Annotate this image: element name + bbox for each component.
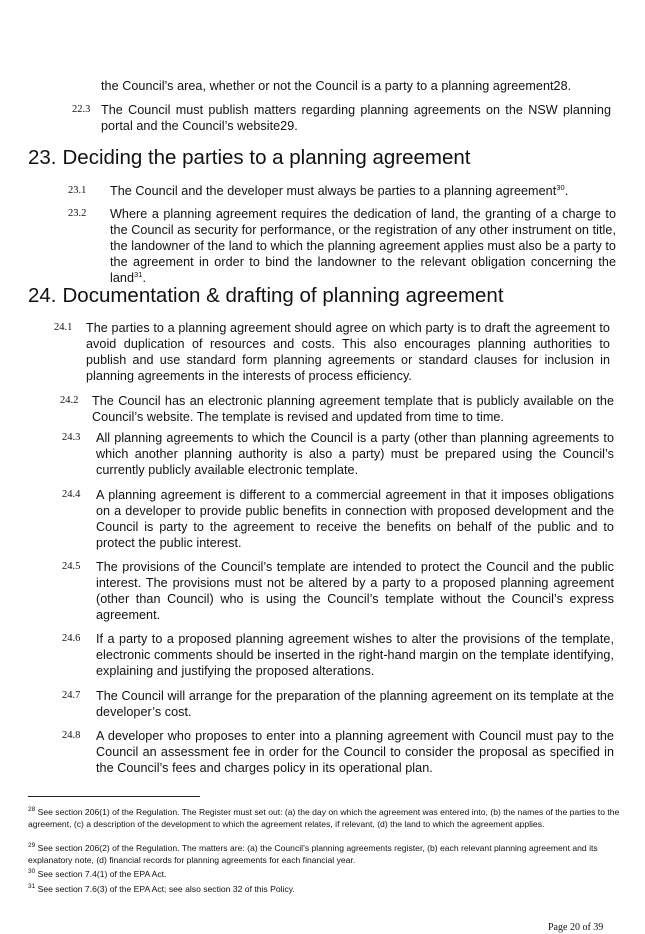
footnote (28, 843, 620, 866)
section-number: 24. (28, 284, 57, 307)
footnote-ref: 31 (134, 269, 143, 279)
section-23-heading (28, 146, 471, 170)
paragraph-23-2 (110, 206, 616, 286)
paragraph-number: 24.8 (62, 730, 81, 741)
paragraph-24-3: All planning agreements to which the Council is a party (other than planning agreements to which another planning authority is also a party) must be prepared using the Council’s currently publicly available electronic template. (96, 431, 614, 477)
footnote-separator (28, 796, 200, 797)
section-title: Deciding the parties to a planning agreement (62, 146, 471, 169)
footnote-text: See section 7.6(3) of the EPA Act; see also section 32 of this Policy. (37, 884, 295, 894)
paragraph-24-2: The Council has an electronic planning agreement template that is publicly available on the Council’s website. The template is revised and updated from time to time. (92, 394, 614, 424)
paragraph-23-1 (110, 183, 616, 199)
paragraph-22-3: The Council must publish matters regarding planning agreements on the NSW planning portal and the Council’s website29. (101, 103, 611, 133)
paragraph-end: . (142, 271, 147, 285)
paragraph-24-6: If a party to a proposed planning agreement wishes to alter the provisions of the template, electronic comments should be inserted in the right-hand margin on the template identifying, explaining and justifying the proposed alterations. (96, 632, 614, 678)
footnote-ref: 30 (556, 182, 565, 192)
page-number: Page 20 of 39 (548, 922, 604, 933)
footnote-text: See section 7.4(1) of the EPA Act. (37, 869, 167, 879)
paragraph-number: 24.2 (60, 395, 79, 406)
paragraph-number: 22.3 (72, 104, 91, 115)
footnote-number: 31 (28, 883, 36, 891)
paragraph-number: 24.5 (62, 561, 81, 572)
paragraph-number: 24.7 (62, 690, 81, 701)
paragraph-number: 24.4 (62, 489, 81, 500)
paragraph-24-5: The provisions of the Council’s template are intended to protect the Council and the public interest. The provisions must not be altered by a party to a proposed planning agreement (other than Council) who is using the Council’s template without the Council’s express agreement. (96, 560, 614, 622)
paragraph-number: 23.1 (68, 185, 87, 196)
section-number: 23. (28, 146, 57, 169)
footnote-text: See section 206(2) of the Regulation. The matters are: (a) the Council’s planning agreements register, (b) each relevant planning agreement and its explanatory note, (d) financial records for planning agreements for each financial year. (28, 843, 598, 865)
section-24-heading (28, 284, 504, 308)
paragraph-number: 24.1 (54, 322, 73, 333)
paragraph-text: Where a planning agreement requires the dedication of land, the granting of a charge to the Council as security for performance, or the registration of any other instrument on title, the landowner of the land to which the planning agreement applies must also be a party to the agreement in order to bind the landowner to the relevant obligation concerning the land (110, 207, 616, 285)
paragraph-text: The Council and the developer must always be parties to a planning agreement (110, 184, 557, 198)
paragraph-number: 23.2 (68, 208, 87, 219)
paragraph-24-1: The parties to a planning agreement should agree on which party is to draft the agreement to avoid duplication of resources and costs. This also encourages planning authorities to publish and use standard form planning agreements or standard clauses for inclusion in planning agreements in the interests of process efficiency. (86, 321, 610, 383)
section-title: Documentation & drafting of planning agreement (62, 284, 504, 307)
paragraph-24-8: A developer who proposes to enter into a planning agreement with Council must pay to the Council an assessment fee in order for the Council to consider the proposal as specified in the Council’s fees and charges policy in its operational plan. (96, 729, 614, 775)
continued-paragraph: the Council’s area, whether or not the Council is a party to a planning agreement28. (101, 79, 572, 93)
footnote-number: 29 (28, 842, 36, 850)
footnote (28, 884, 620, 896)
paragraph-number: 24.6 (62, 633, 81, 644)
paragraph-24-7: The Council will arrange for the preparation of the planning agreement on its template at the developer’s cost. (96, 689, 614, 719)
footnote-number: 30 (28, 868, 36, 876)
footnote-number: 28 (28, 806, 36, 814)
paragraph-24-4: A planning agreement is different to a commercial agreement in that it imposes obligations on a developer to provide public benefits in connection with proposed development and the Council is party to the agreement to receive the benefits on behalf of the public and to protect the public interest. (96, 488, 614, 550)
footnote (28, 807, 620, 830)
paragraph-end: . (564, 184, 569, 198)
paragraph-number: 24.3 (62, 432, 81, 443)
footnote (28, 869, 620, 881)
footnote-text: See section 206(1) of the Regulation. The Register must set out: (a) the day on which the agreement was entered into, (b) the names of the parties to the agreement, (c) a description of the development to which the agreement relates, if relevant, (d) the land to which the agreement applies. (28, 807, 620, 829)
